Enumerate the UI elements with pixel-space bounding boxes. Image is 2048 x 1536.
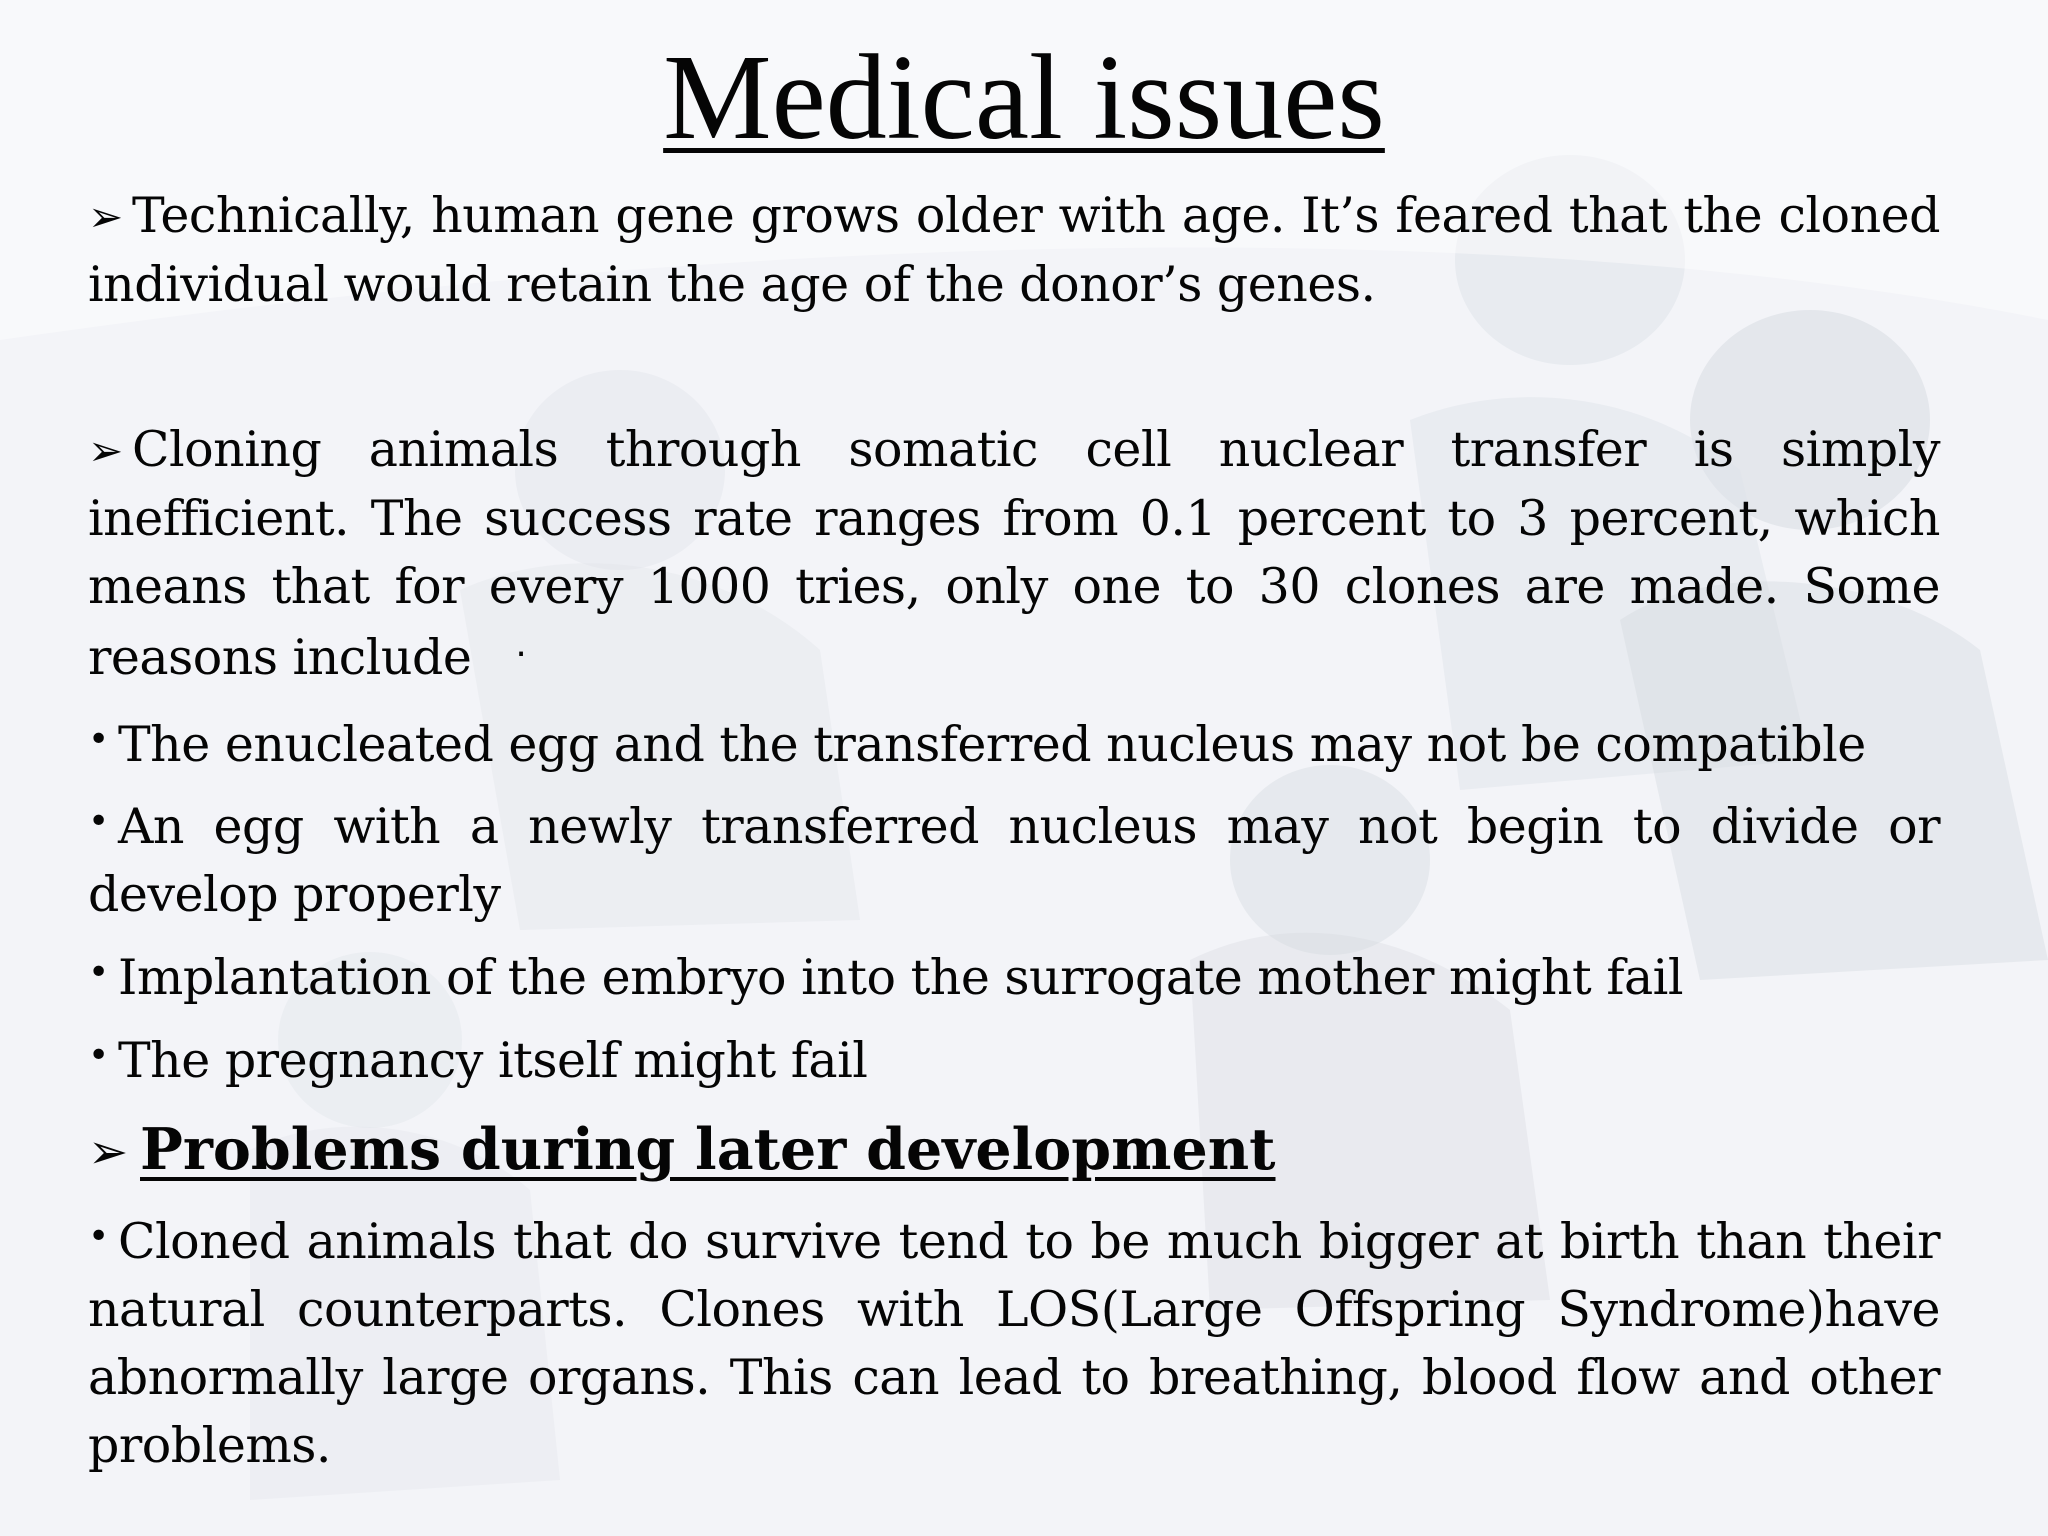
paragraph-cloning-efficiency: [88, 416, 1940, 692]
reason-text: Implantation of the embryo into the surrogate mother might fail: [118, 949, 1684, 1006]
bullet-dot-icon: •: [88, 719, 109, 760]
reason-text: The pregnancy itself might fail: [118, 1032, 868, 1089]
paragraph-gene-age-text: Technically, human gene grows older with age. It’s feared that the cloned individual would retain the age of the donor’s genes.: [88, 187, 1940, 313]
reason-item-pregnancy: [88, 1022, 1940, 1095]
bullet-dot-icon: •: [88, 952, 109, 993]
subheading-text: Problems during later development: [140, 1116, 1276, 1183]
paragraph-cloning-efficiency-text: Cloning animals through somatic cell nuclear transfer is simply inefficient. The success rate ranges from 0.1 percent to 3 percent, which means that for every 1000 tries, only one to 30 clones are made. Some reasons include: [88, 421, 1940, 686]
bullet-dot-icon: •: [88, 1216, 109, 1257]
slide-title: Medical issues: [663, 30, 1385, 165]
bullet-dot-icon: •: [88, 1035, 109, 1076]
reason-item-incompatible: [88, 706, 1940, 779]
arrowhead-marker: ➢: [88, 426, 123, 475]
stray-dot-mark: ·: [515, 634, 527, 675]
reason-text: An egg with a newly transferred nucleus may not begin to divide or develop properly: [88, 798, 1940, 923]
paragraph-large-offspring: [88, 1203, 1940, 1480]
paragraph-gene-age: [88, 182, 1940, 319]
reason-text: The enucleated egg and the transferred nucleus may not be compatible: [118, 716, 1866, 773]
paragraph-large-offspring-text: Cloned animals that do survive tend to be much bigger at birth than their natural counterparts. Clones with LOS(Large Offspring Syndrome)have abnormally large organs. This can lead to breathing, blood flow and other problems.: [88, 1213, 1940, 1474]
reason-item-division: [88, 788, 1940, 929]
bullet-dot-icon: •: [88, 801, 109, 842]
subheading-later-development: [88, 1110, 1276, 1192]
arrowhead-marker: ➢: [88, 192, 123, 241]
arrowhead-marker: ➢: [88, 1124, 129, 1180]
reason-item-implantation: [88, 939, 1940, 1012]
